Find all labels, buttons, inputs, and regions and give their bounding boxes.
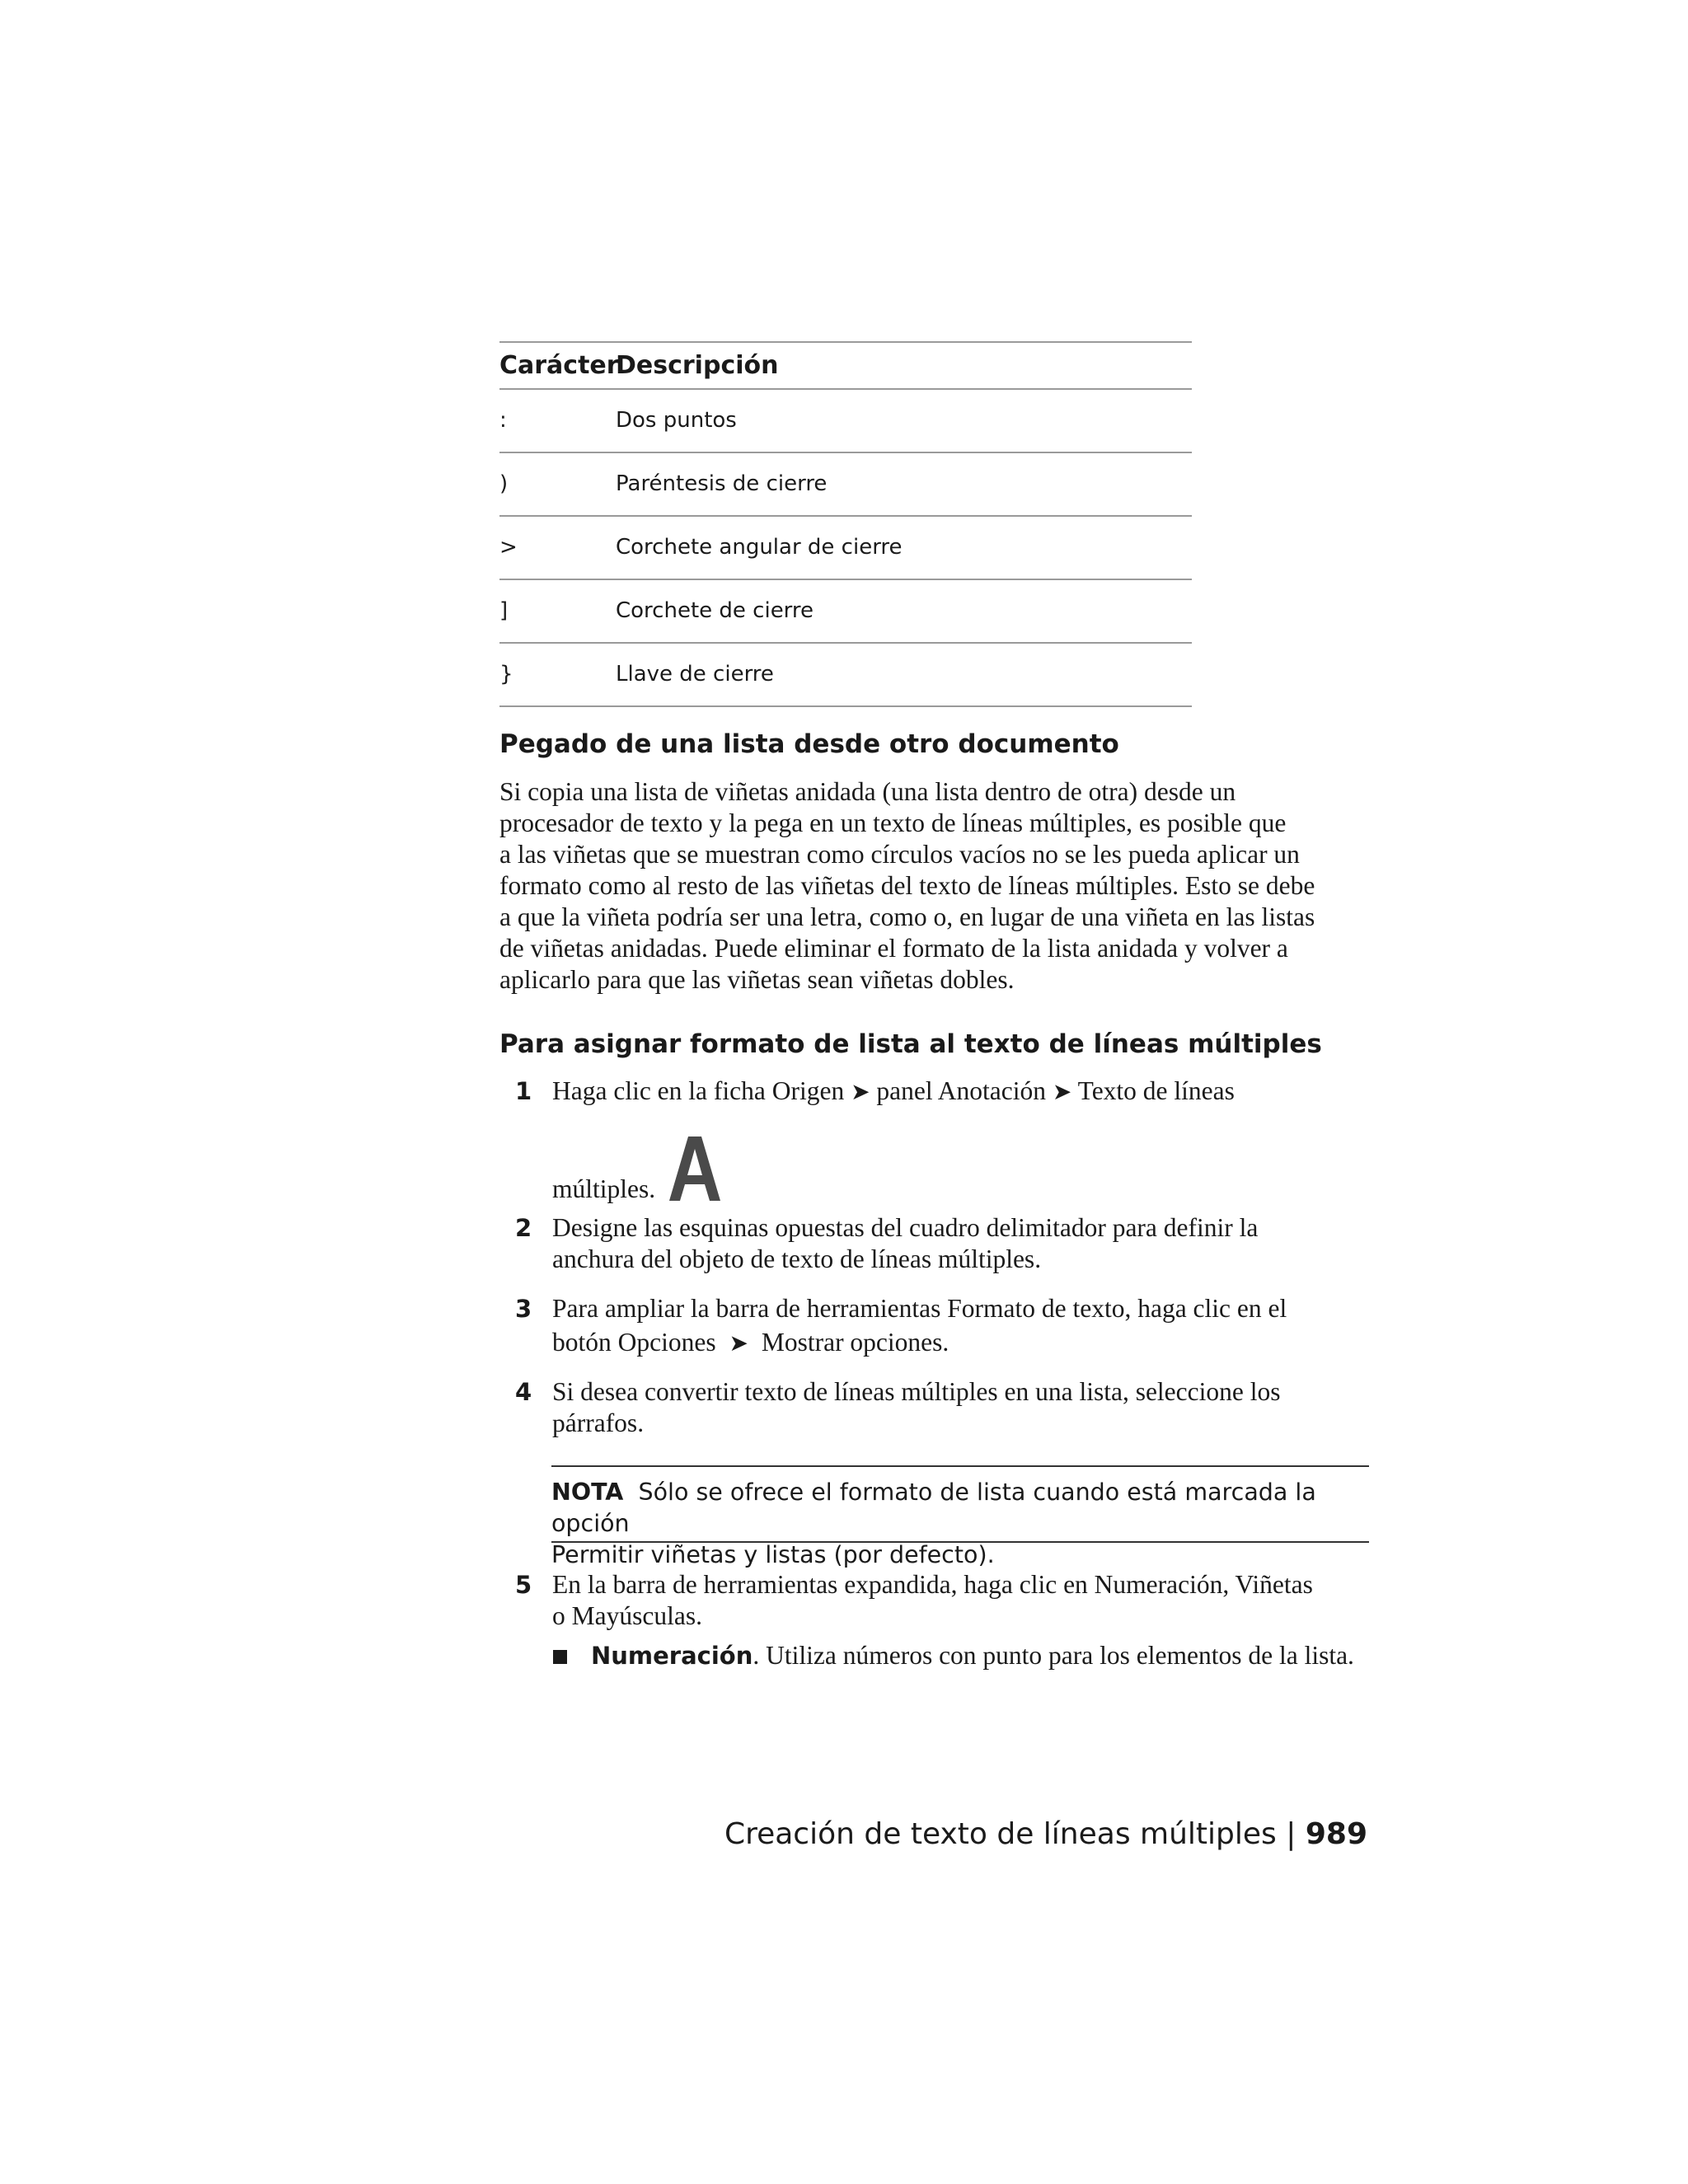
column-header-caracter: Carácter [499, 351, 619, 380]
note-box [551, 1465, 1369, 1568]
table-row [499, 517, 1192, 580]
step-number: 5 [515, 1571, 532, 1599]
step-text-line [552, 1327, 1376, 1359]
section-heading-asignar-formato: Para asignar formato de lista al texto de líneas múltiples [499, 1029, 1322, 1059]
table-cell-description: Llave de cierre [616, 662, 774, 687]
table-row [499, 644, 1192, 707]
step-text [552, 1569, 1376, 1632]
step-number: 1 [515, 1077, 532, 1105]
step-text-line: Designe las esquinas opuestas del cuadro delimitador para definir la [552, 1213, 1259, 1242]
step-number: 4 [515, 1378, 532, 1406]
table-row [499, 580, 1192, 644]
paragraph-pegado [499, 776, 1373, 996]
page-footer [724, 1817, 1367, 1851]
step-text-part: botón Opciones [552, 1328, 716, 1357]
step-text [552, 1212, 1376, 1275]
paragraph-line: Si copia una lista de viñetas anidada (una lista dentro de otra) desde un [499, 777, 1236, 806]
step-text-part: Mostrar opciones. [761, 1328, 950, 1357]
footer-title: Creación de texto de líneas múltiples [724, 1817, 1277, 1851]
table-cell-character: : [499, 408, 507, 433]
bullet-description: . Utiliza números con punto para los elementos de la lista. [753, 1641, 1354, 1670]
footer-separator: | [1286, 1817, 1296, 1851]
arrow-icon: ➤ [729, 1329, 748, 1357]
paragraph-line: de viñetas anidadas. Puede eliminar el formato de la lista anidada y volver a [499, 934, 1288, 963]
column-header-descripcion: Descripción [616, 351, 779, 380]
step-number: 2 [515, 1214, 532, 1242]
note-label: NOTA [551, 1479, 624, 1506]
step-text [552, 1076, 1376, 1108]
multiline-text-icon [667, 1135, 723, 1223]
table-cell-character: ) [499, 471, 509, 496]
table-row [499, 453, 1192, 517]
step-text-part: Haga clic en la ficha Origen [552, 1076, 845, 1105]
step-text-line: En la barra de herramientas expandida, haga clic en Numeración, Viñetas [552, 1570, 1313, 1599]
paragraph-line: a las viñetas que se muestran como círculos vacíos no se les pueda aplicar un [499, 840, 1300, 869]
note-text [551, 1477, 1369, 1571]
table-cell-description: Corchete angular de cierre [616, 535, 903, 560]
bullet-label: Numeración [591, 1642, 753, 1670]
step-text [552, 1135, 1376, 1223]
paragraph-line: formato como al resto de las viñetas del texto de líneas múltiples. Esto se debe [499, 871, 1315, 900]
paragraph-line: aplicarlo para que las viñetas sean viñetas dobles. [499, 965, 1015, 994]
note-line [551, 1477, 1369, 1540]
table-cell-character: } [499, 662, 513, 687]
table-cell-description: Corchete de cierre [616, 598, 814, 623]
bullet-text [591, 1640, 1354, 1671]
square-bullet-icon [553, 1650, 567, 1664]
step-text-part: panel Anotación [876, 1076, 1046, 1105]
step-text-line: párrafos. [552, 1408, 645, 1437]
table-cell-description: Paréntesis de cierre [616, 471, 828, 496]
table-cell-character: ] [499, 598, 509, 623]
arrow-icon: ➤ [851, 1078, 870, 1105]
step-text-part: Texto de líneas [1077, 1076, 1235, 1105]
step-number: 3 [515, 1295, 532, 1323]
character-table [499, 341, 1192, 707]
table-row [499, 390, 1192, 453]
step-text [552, 1293, 1376, 1359]
step-text-line: anchura del objeto de texto de líneas múltiples. [552, 1244, 1042, 1273]
step-text-line: Para ampliar la barra de herramientas Formato de texto, haga clic en el [552, 1294, 1287, 1323]
paragraph-line: procesador de texto y la pega en un texto de líneas múltiples, es posible que [499, 808, 1287, 837]
note-line: Permitir viñetas y listas (por defecto). [551, 1541, 995, 1568]
table-cell-description: Dos puntos [616, 408, 737, 433]
note-line-text: Sólo se ofrece el formato de lista cuando está marcada la opción [551, 1479, 1316, 1537]
table-header-row [499, 341, 1192, 390]
arrow-icon: ➤ [1052, 1078, 1072, 1105]
step-text-line: Si desea convertir texto de líneas múltiples en una lista, seleccione los [552, 1377, 1281, 1406]
step-text-part: múltiples. [552, 1174, 656, 1203]
section-heading-pegado: Pegado de una lista desde otro documento [499, 729, 1119, 759]
table-cell-character: > [499, 535, 518, 560]
step-text [552, 1376, 1376, 1439]
page-number: 989 [1305, 1817, 1367, 1851]
paragraph-line: a que la viñeta podría ser una letra, como o, en lugar de una viñeta en las listas [499, 902, 1315, 931]
step-text-line: o Mayúsculas. [552, 1601, 702, 1630]
